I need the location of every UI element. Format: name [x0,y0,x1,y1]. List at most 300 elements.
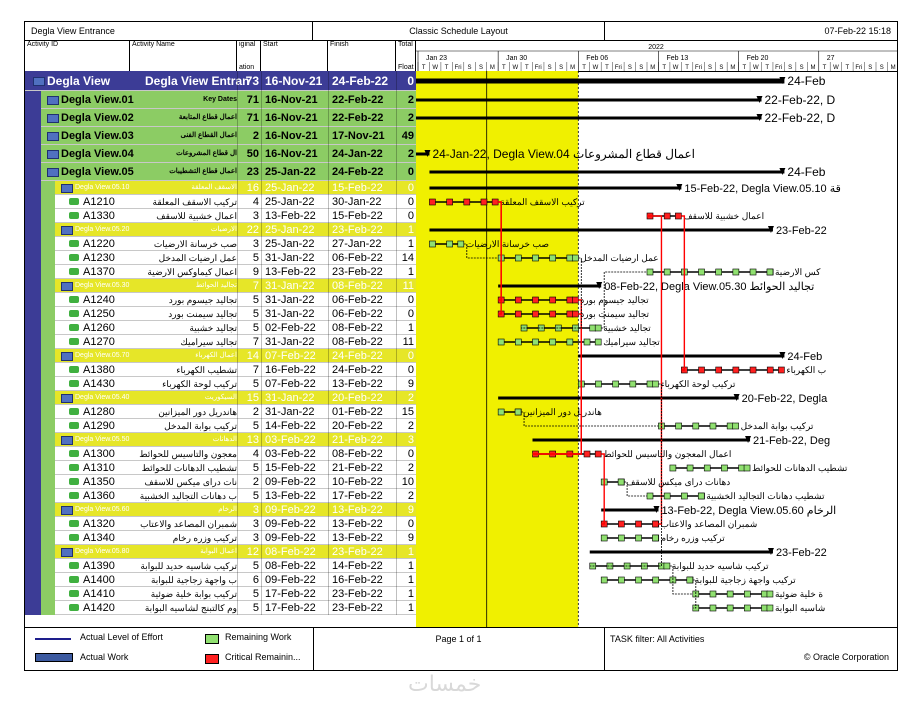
task-icon [69,310,79,317]
finish-date: 21-Feb-22 [328,461,396,475]
activity-bar-label: كس الارضية [774,267,821,277]
activity-row[interactable] [25,447,416,461]
timescale-week-label: 27 [826,55,835,62]
task-icon [69,534,79,541]
finish-date: 15-Feb-22 [328,181,396,195]
start-date: 02-Feb-22 [261,321,328,335]
original-duration: 5 [237,251,261,265]
task-icon [69,520,79,527]
legend-label-actual: Actual Work [80,652,129,662]
hierarchy-band [25,251,55,265]
start-date: 07-Feb-22 [261,349,328,363]
activity-row[interactable] [25,251,416,265]
start-date: 31-Jan-22 [261,293,328,307]
hierarchy-band [25,237,55,251]
original-duration: 5 [237,559,261,573]
legend-swatch-loe [35,638,71,640]
col-original-duration[interactable] [237,41,261,71]
finish-date: 16-Feb-22 [328,573,396,587]
hierarchy-band-inner [41,419,55,433]
wbs-row[interactable] [25,91,416,109]
activity-row[interactable] [25,573,416,587]
activity-name: Key Dates [203,96,237,103]
timescale-day-label: S [788,65,793,71]
total-float: 2 [396,91,416,109]
timescale-week-label: Feb 06 [586,55,609,62]
activity-bar-segment [613,381,619,387]
original-duration: 73 [237,71,261,91]
activity-id: A1290 [83,420,115,432]
activity-bar-end [458,241,464,247]
activity-id: A1360 [83,490,115,502]
activity-bar-end [572,255,578,261]
activity-row[interactable] [25,293,416,307]
activity-row[interactable] [25,559,416,573]
summary-bar [578,355,784,358]
activity-name: تركيب بوابة المدخل [164,421,237,431]
total-float: 11 [396,335,416,349]
hierarchy-band [25,223,55,237]
activity-id: A1270 [83,336,115,348]
hierarchy-band [25,489,55,503]
wbs-row[interactable] [25,145,416,163]
activity-row[interactable] [25,517,416,531]
finish-date: 10-Feb-22 [328,475,396,489]
activity-row[interactable] [25,461,416,475]
task-icon [69,422,79,429]
activity-name: تركيب لوحة الكهرباء [162,379,237,389]
start-date: 08-Feb-22 [261,545,328,559]
activity-bar-label: تجاليد سيمنت بورد [580,309,650,319]
activity-bar-end [733,423,739,429]
activity-bar-segment [664,269,670,275]
original-duration: 2 [237,475,261,489]
hierarchy-band-inner [41,405,55,419]
wbs-row[interactable] [25,181,416,195]
total-float: 1 [396,559,416,573]
finish-date: 23-Feb-22 [328,223,396,237]
activity-bar-label: شاسيه البوابة [774,603,826,613]
legend-swatch-remaining [205,634,219,644]
wbs-row[interactable] [25,127,416,145]
finish-date: 06-Feb-22 [328,307,396,321]
activity-name: اعمال قطاع المتابعة [178,114,237,121]
original-duration: 5 [237,461,261,475]
summary-bar [498,285,601,288]
summary-bar-label: 24-Feb [787,165,826,179]
activity-row[interactable] [25,321,416,335]
col-finish-label: Finish [330,41,349,48]
activity-id: A1250 [83,308,115,320]
title-bar [25,22,897,41]
activity-row[interactable] [25,531,416,545]
activity-bar-label: تجاليد سيراميك [603,337,660,347]
timescale-day-label: T [524,65,529,71]
activity-id: A1350 [83,476,115,488]
summary-bar-label: 24-Jan-22, Degla View.04 اعمال قطاع المشروعات [432,147,696,161]
hierarchy-band-inner [41,475,55,489]
activity-bar-segment [584,339,590,345]
col-finish[interactable] [328,41,396,71]
wbs-folder-icon [47,132,59,141]
task-icon [69,562,79,569]
timescale-day-label: S [627,65,632,71]
timescale-day-label: S [467,65,472,71]
total-float: 2 [396,145,416,163]
activity-bar-segment [733,269,739,275]
col-activity-name-label: Activity Name [132,41,175,48]
activity-row[interactable] [25,195,416,209]
activity-bar-segment [515,311,521,317]
timescale-day-label: S [478,65,483,71]
timescale-day-label: T [662,65,667,71]
activity-name: ال قطاع المشروعات [176,150,237,157]
timescale-day-label: W [512,65,519,71]
wbs-row[interactable] [25,223,416,237]
summary-bar-label: 08-Feb-22, Degla View.05.30 تجاليد الحوائط [604,281,815,293]
activity-table [25,71,416,627]
activity-name: تشطيب الدهانات للحوائط [141,463,237,473]
hierarchy-band-inner [41,265,55,279]
start-date: 31-Jan-22 [261,307,328,321]
start-date: 17-Feb-22 [261,601,328,615]
finish-date: 24-Feb-22 [328,349,396,363]
activity-row[interactable] [25,307,416,321]
original-duration: 6 [237,573,261,587]
start-date: 16-Nov-21 [261,91,328,109]
hierarchy-band [25,145,41,163]
activity-bar-segment [699,269,705,275]
task-icon [69,464,79,471]
activity-bar-end [652,381,658,387]
activity-bar-segment [647,381,653,387]
summary-bar-label: 22-Feb-22, D [764,93,836,107]
activity-id: A1220 [83,238,115,250]
activity-bar-segment [595,381,601,387]
activity-name: اعمال خشبية للاسقف [156,211,237,221]
hierarchy-band [25,127,41,145]
activity-name: تركيب شاسيه حديد للبوابة [140,561,237,571]
hierarchy-band [25,433,55,447]
timescale-day-label: T [502,65,506,71]
total-float: 1 [396,223,416,237]
start-date: 31-Jan-22 [261,279,328,293]
activity-bar-segment [727,423,733,429]
activity-name: تجاليد الحوائط [195,282,237,289]
project-title: Degla View Entrance [25,22,313,40]
activity-id: Degla View.05.80 [75,548,130,555]
total-float: 0 [396,181,416,195]
hierarchy-band [25,195,55,209]
total-float: 0 [396,307,416,321]
activity-id: A1320 [83,518,115,530]
wbs-row[interactable] [25,279,416,293]
activity-row[interactable] [25,377,416,391]
summary-bar [429,229,773,232]
total-float: 1 [396,321,416,335]
wbs-row[interactable] [25,163,416,181]
relationship-link [681,216,684,370]
activity-name: ب واجهة زجاجية للبوابة [150,575,237,585]
original-duration: 71 [237,109,261,127]
activity-bar-segment [618,535,624,541]
activity-bar-segment [744,591,750,597]
finish-date: 17-Feb-22 [328,489,396,503]
activity-bar-end [664,563,670,569]
finish-date: 24-Feb-22 [328,363,396,377]
hierarchy-band-inner [41,279,55,293]
wbs-row[interactable] [25,109,416,127]
original-duration: 16 [237,181,261,195]
activity-id: A1380 [83,364,115,376]
timescale-day-label: M [890,65,896,71]
legend-label-critical: Critical Remainin... [225,652,301,662]
hierarchy-band [25,391,55,405]
hierarchy-band [25,265,55,279]
hierarchy-band [25,377,55,391]
original-duration: 3 [237,503,261,517]
wbs-row[interactable] [25,391,416,405]
layout-title: Classic Schedule Layout [313,22,605,40]
finish-date: 14-Feb-22 [328,559,396,573]
activity-row[interactable] [25,237,416,251]
legend [25,628,314,671]
start-date: 13-Feb-22 [261,209,328,223]
hierarchy-band-inner [41,377,55,391]
timescale-day-label: S [559,65,564,71]
task-icon [69,268,79,275]
task-icon [69,296,79,303]
col-start[interactable] [261,41,328,71]
activity-bar-end [767,269,773,275]
summary-bar-label: 23-Feb-22 [775,547,827,559]
activity-row[interactable] [25,601,416,615]
hierarchy-band [25,503,55,517]
column-header [25,41,897,72]
finish-date: 06-Feb-22 [328,251,396,265]
activity-bar-segment [498,409,504,415]
col-total-float[interactable] [396,41,416,71]
timescale-day-label: S [707,65,712,71]
hierarchy-band [25,335,55,349]
activity-bar-segment [716,367,722,373]
original-duration: 2 [237,405,261,419]
activity-bar-label: تركيب شاسيه حديد للبوابة [671,561,769,571]
hierarchy-band-inner [41,587,55,601]
wbs-folder-icon [47,96,59,105]
wbs-folder-icon [61,282,73,291]
legend-label-loe: Actual Level of Effort [80,632,163,642]
activity-bar-segment [710,591,716,597]
wbs-row[interactable] [25,433,416,447]
task-icon [69,240,79,247]
hierarchy-band-inner [41,391,55,405]
timescale-day-label: M [489,65,495,71]
hierarchy-band-inner [41,195,55,209]
wbs-folder-icon [33,77,45,86]
task-icon [69,366,79,373]
col-activity-name[interactable] [130,41,237,71]
activity-bar-end [492,199,498,205]
activity-bar-segment [567,339,573,345]
activity-bar-segment [739,465,745,471]
activity-bar-end [767,591,773,597]
legend-swatch-critical [205,654,219,664]
activity-bar-label: تشطيب الدهانات للحوائط [752,463,848,473]
start-date: 31-Jan-22 [261,405,328,419]
activity-name: الرخام [218,506,237,513]
activity-row[interactable] [25,419,416,433]
total-float: 9 [396,377,416,391]
hierarchy-band-inner [41,461,55,475]
activity-bar-segment [670,465,676,471]
timescale-day-label: T [822,65,827,71]
page-info [313,628,605,671]
finish-date: 24-Feb-22 [328,163,396,181]
total-float: 1 [396,237,416,251]
activity-name: تركيب بوابة خلية ضوئية [150,589,237,599]
timescale-day-label: M [570,65,576,71]
activity-bar-segment [716,269,722,275]
hierarchy-band-inner [41,517,55,531]
total-float: 1 [396,545,416,559]
original-duration: 5 [237,587,261,601]
col-activity-id-label: Activity ID [27,41,59,48]
activity-bar-segment [664,493,670,499]
wbs-folder-icon [61,436,73,445]
activity-id: A1340 [83,532,115,544]
activity-bar-segment [710,423,716,429]
col-activity-id[interactable] [25,41,130,71]
original-duration: 5 [237,419,261,433]
activity-name: الاسقف المعلقة [191,184,237,191]
activity-name: اعمال قطاع التشطيبات [169,168,237,175]
summary-bar [416,99,762,102]
activity-row[interactable] [25,363,416,377]
activity-bar-segment [699,367,705,373]
activity-bar-label: تركيب وزره رخام [660,533,725,543]
start-date: 03-Feb-22 [261,447,328,461]
activity-bar-segment [533,339,539,345]
original-duration: 71 [237,91,261,109]
activity-row[interactable] [25,475,416,489]
legend-swatch-actual [35,653,73,662]
activity-name: تجاليد جيسوم بورد [168,295,237,305]
activity-bar-segment [567,311,573,317]
activity-row[interactable] [25,405,416,419]
wbs-folder-icon [47,114,59,123]
finish-date: 13-Feb-22 [328,517,396,531]
activity-row[interactable] [25,587,416,601]
activity-bar-label: تركيب بوابة المدخل [740,421,814,431]
timescale-day-label: T [765,65,770,71]
task-icon [69,254,79,261]
activity-name: الدهانات [212,436,237,443]
summary-bar-label: 15-Feb-22, Degla View.05.10 قة [684,183,841,195]
finish-date: 17-Nov-21 [328,127,396,145]
timescale-day-label: Fri [614,65,622,71]
original-duration: 3 [237,531,261,545]
timescale-day-label: W [432,65,439,71]
total-float: 0 [396,209,416,223]
activity-id: Degla View.05.40 [75,394,130,401]
activity-row[interactable] [25,209,416,223]
finish-date: 13-Feb-22 [328,531,396,545]
summary-bar [533,439,751,442]
summary-bar-label: 21-Feb-22, Deg [753,435,831,447]
activity-bar-end [778,367,784,373]
activity-name: اعمال كيماوكس الارضية [147,267,237,277]
wbs-row[interactable] [25,71,416,91]
task-icon [69,408,79,415]
original-duration: 5 [237,321,261,335]
activity-id: Degla View.01 [61,94,134,106]
activity-id: A1330 [83,210,115,222]
activity-name: اعمال الكهرباء [195,352,237,359]
activity-bar-label: تركيب لوحة الكهرباء [660,379,736,389]
activity-name: صب خرسانة الارضيات [153,239,237,249]
activity-bar-segment [618,521,624,527]
activity-id: A1310 [83,462,115,474]
timescale-day-label: Fri [855,65,863,71]
summary-bar-label: 22-Feb-22, D [764,111,836,125]
hierarchy-band [25,363,55,377]
total-float: 2 [396,489,416,503]
activity-row[interactable] [25,335,416,349]
wbs-row[interactable] [25,349,416,363]
hierarchy-band-inner [41,223,55,237]
total-float: 0 [396,447,416,461]
total-float: 11 [396,279,416,293]
total-float: 15 [396,405,416,419]
finish-date: 21-Feb-22 [328,433,396,447]
activity-row[interactable] [25,265,416,279]
wbs-row[interactable] [25,503,416,517]
activity-id: A1430 [83,378,115,390]
activity-id: Degla View.05.20 [75,226,130,233]
wbs-row[interactable] [25,545,416,559]
total-float: 1 [396,601,416,615]
task-icon [69,492,79,499]
original-duration: 13 [237,433,261,447]
activity-row[interactable] [25,489,416,503]
activity-bar-label: هاندريل دور الميزانين [523,407,602,417]
hierarchy-band [25,181,55,195]
hierarchy-band [25,517,55,531]
activity-bar-segment [687,465,693,471]
activity-name: تجاليد سيمنت بورد [168,309,237,319]
total-float: 14 [396,251,416,265]
activity-bar-segment [727,591,733,597]
total-float: 1 [396,265,416,279]
hierarchy-band [25,475,55,489]
timescale-day-label: W [752,65,759,71]
activity-bar-segment [750,367,756,373]
timescale-day-label: W [833,65,839,71]
start-date: 16-Nov-21 [261,109,328,127]
activity-name: تركيب الاسقف المعلقة [152,197,237,207]
activity-name: السيكوريت [204,394,237,401]
activity-bar-segment [590,325,596,331]
start-date: 13-Feb-22 [261,265,328,279]
activity-bar-label: عمل ارضيات المدخل [580,253,659,263]
task-icon [69,338,79,345]
timescale-day-label: T [605,65,609,71]
activity-bar-segment [630,381,636,387]
summary-bar-label: 24-Feb [787,351,823,363]
start-date: 09-Feb-22 [261,503,328,517]
activity-id: Degla View.05.30 [75,282,130,289]
